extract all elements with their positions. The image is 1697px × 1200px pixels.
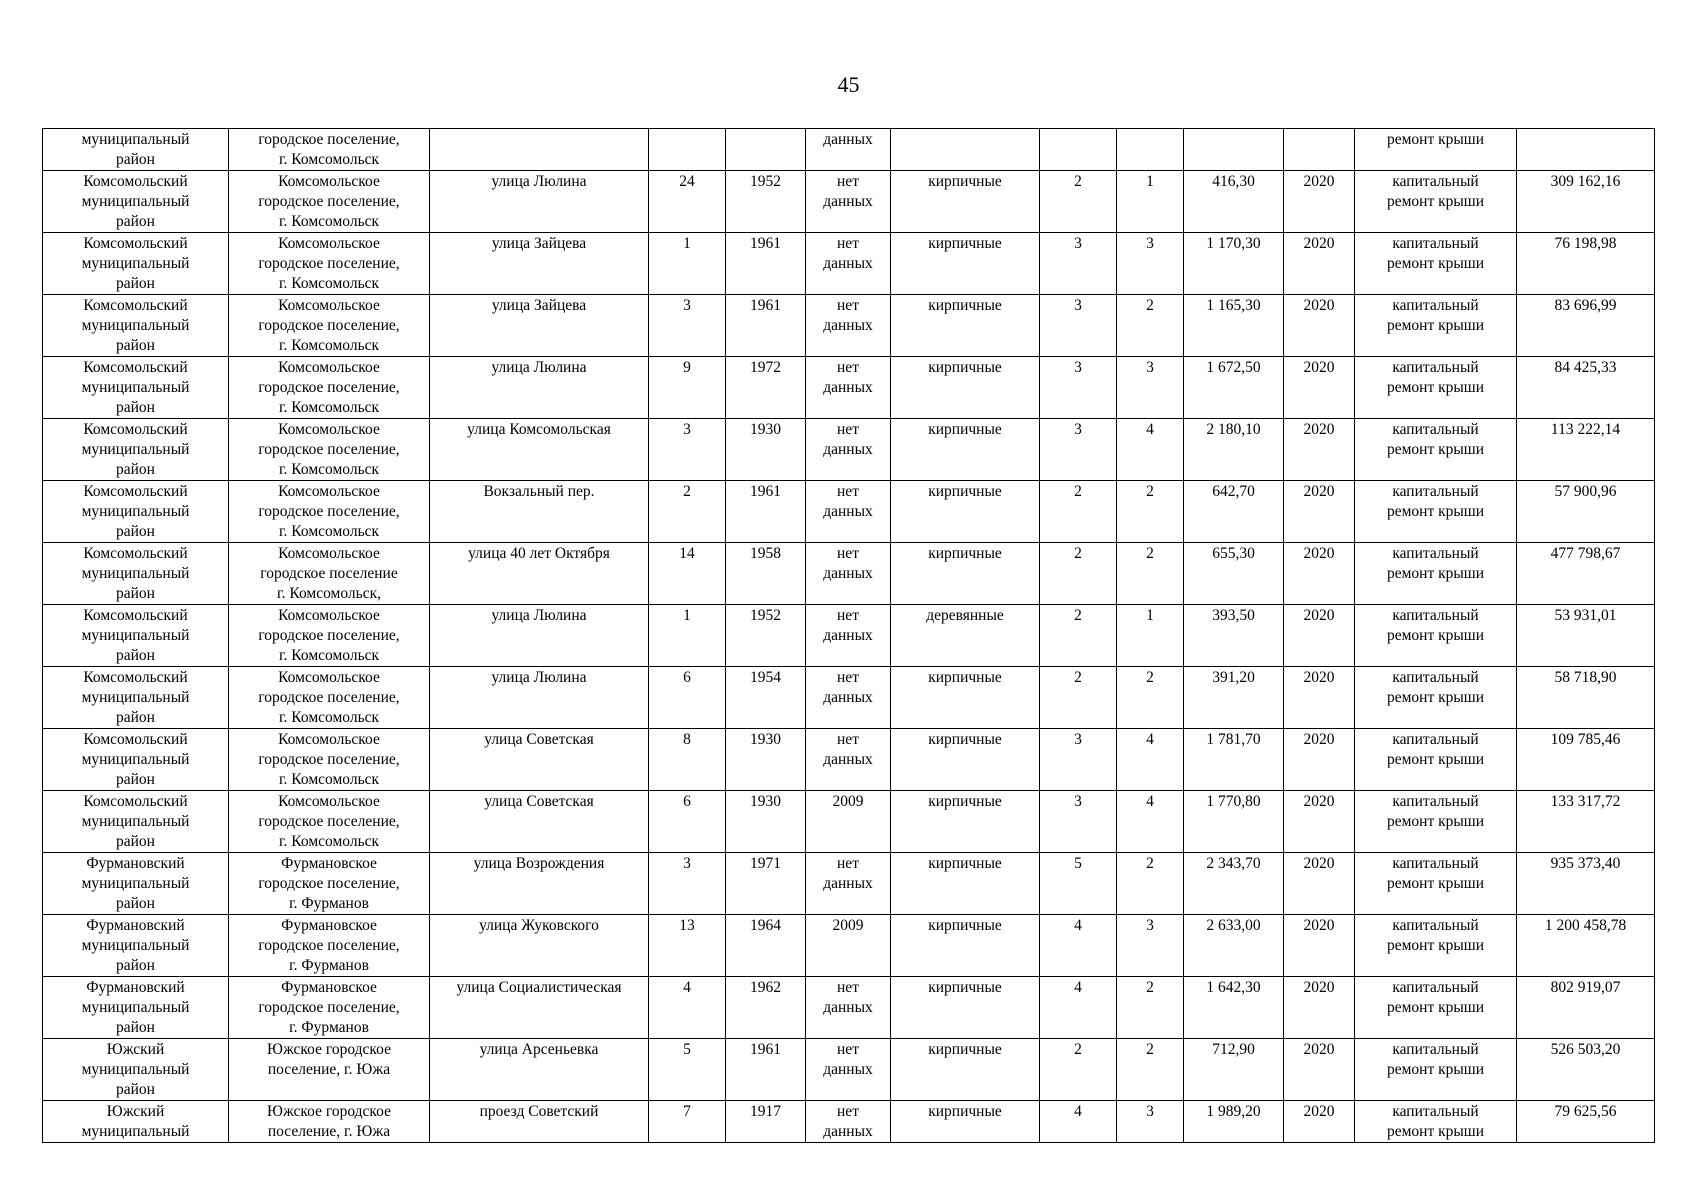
plan-year-cell: 2020: [1284, 853, 1355, 915]
floors-cell: 2: [1040, 543, 1117, 605]
cost-cell: 477 798,67: [1517, 543, 1655, 605]
plan-year-cell: 2020: [1284, 605, 1355, 667]
street-cell: улица Люлина: [430, 667, 649, 729]
cost-cell: 57 900,96: [1517, 481, 1655, 543]
district-cell: Комсомольский муниципальный район: [43, 357, 229, 419]
cost-cell: 83 696,99: [1517, 295, 1655, 357]
wall-material-cell: деревянные: [891, 605, 1040, 667]
district-cell: Комсомольский муниципальный район: [43, 419, 229, 481]
district-cell: Южский муниципальный район: [43, 1039, 229, 1101]
street-cell: улица Социалистическая: [430, 977, 649, 1039]
table-row: [43, 357, 1655, 419]
cost-cell: 1 200 458,78: [1517, 915, 1655, 977]
entrances-cell: 4: [1117, 729, 1184, 791]
plan-year-cell: 2020: [1284, 1039, 1355, 1101]
settlement-cell: Фурмановское городское поселение, г. Фурманов: [229, 853, 430, 915]
district-cell: Комсомольский муниципальный район: [43, 295, 229, 357]
plan-year-cell: 2020: [1284, 481, 1355, 543]
entrances-cell: 2: [1117, 977, 1184, 1039]
area-cell: 2 180,10: [1184, 419, 1284, 481]
floors-cell: 4: [1040, 1101, 1117, 1143]
street-cell: улица Возрождения: [430, 853, 649, 915]
plan-year-cell: 2020: [1284, 1101, 1355, 1143]
plan-year-cell: 2020: [1284, 295, 1355, 357]
table-row: [43, 791, 1655, 853]
floors-cell: 4: [1040, 915, 1117, 977]
house-number-cell: 1: [649, 233, 726, 295]
entrances-cell: 3: [1117, 1101, 1184, 1143]
settlement-cell: Комсомольское городское поселение, г. Комсомольск: [229, 295, 430, 357]
work-type-cell: капитальный ремонт крыши: [1355, 977, 1517, 1039]
build-year-cell: 1972: [726, 357, 806, 419]
area-cell: 1 770,80: [1184, 791, 1284, 853]
street-cell: улица Советская: [430, 791, 649, 853]
table-row: [43, 171, 1655, 233]
table-row: [43, 667, 1655, 729]
settlement-cell: Комсомольское городское поселение, г. Комсомольск: [229, 729, 430, 791]
build-year-cell: 1917: [726, 1101, 806, 1143]
floors-cell: 3: [1040, 295, 1117, 357]
settlement-cell: Комсомольское городское поселение, г. Комсомольск: [229, 605, 430, 667]
work-type-cell: капитальный ремонт крыши: [1355, 729, 1517, 791]
entrances-cell: 2: [1117, 295, 1184, 357]
house-number-cell: 2: [649, 481, 726, 543]
entrances-cell: 3: [1117, 357, 1184, 419]
settlement-cell: Южское городское поселение, г. Южа: [229, 1039, 430, 1101]
work-type-cell: капитальный ремонт крыши: [1355, 1101, 1517, 1143]
street-cell: проезд Советский: [430, 1101, 649, 1143]
wall-material-cell: кирпичные: [891, 543, 1040, 605]
wall-material-cell: кирпичные: [891, 853, 1040, 915]
street-cell: улица Советская: [430, 729, 649, 791]
area-cell: 391,20: [1184, 667, 1284, 729]
last-repair-cell: данных: [806, 129, 891, 171]
street-cell: улица Жуковского: [430, 915, 649, 977]
district-cell: муниципальный район: [43, 129, 229, 171]
floors-cell: 3: [1040, 233, 1117, 295]
district-cell: Комсомольский муниципальный район: [43, 667, 229, 729]
cost-cell: 526 503,20: [1517, 1039, 1655, 1101]
cost-cell: 309 162,16: [1517, 171, 1655, 233]
last-repair-cell: нет данных: [806, 295, 891, 357]
cost-cell: 935 373,40: [1517, 853, 1655, 915]
wall-material-cell: кирпичные: [891, 233, 1040, 295]
build-year-cell: 1961: [726, 233, 806, 295]
wall-material-cell: кирпичные: [891, 915, 1040, 977]
entrances-cell: 2: [1117, 1039, 1184, 1101]
work-type-cell: капитальный ремонт крыши: [1355, 295, 1517, 357]
area-cell: 712,90: [1184, 1039, 1284, 1101]
plan-year-cell: 2020: [1284, 791, 1355, 853]
house-number-cell: 1: [649, 605, 726, 667]
house-number-cell: 13: [649, 915, 726, 977]
work-type-cell: капитальный ремонт крыши: [1355, 357, 1517, 419]
house-number-cell: 7: [649, 1101, 726, 1143]
floors-cell: 3: [1040, 419, 1117, 481]
table-row: [43, 977, 1655, 1039]
wall-material-cell: кирпичные: [891, 791, 1040, 853]
district-cell: Фурмановский муниципальный район: [43, 853, 229, 915]
last-repair-cell: нет данных: [806, 233, 891, 295]
street-cell: [430, 129, 649, 171]
table-row: [43, 543, 1655, 605]
settlement-cell: Комсомольское городское поселение, г. Комсомольск: [229, 481, 430, 543]
settlement-cell: городское поселение, г. Комсомольск: [229, 129, 430, 171]
cost-cell: 802 919,07: [1517, 977, 1655, 1039]
housing-repair-table: [42, 128, 1655, 1143]
street-cell: улица Комсомольская: [430, 419, 649, 481]
wall-material-cell: кирпичные: [891, 1039, 1040, 1101]
street-cell: улица Зайцева: [430, 233, 649, 295]
district-cell: Фурмановский муниципальный район: [43, 977, 229, 1039]
area-cell: 1 165,30: [1184, 295, 1284, 357]
entrances-cell: 3: [1117, 915, 1184, 977]
wall-material-cell: кирпичные: [891, 729, 1040, 791]
plan-year-cell: 2020: [1284, 977, 1355, 1039]
wall-material-cell: кирпичные: [891, 295, 1040, 357]
house-number-cell: 3: [649, 419, 726, 481]
wall-material-cell: кирпичные: [891, 481, 1040, 543]
last-repair-cell: нет данных: [806, 481, 891, 543]
work-type-cell: капитальный ремонт крыши: [1355, 481, 1517, 543]
cost-cell: 58 718,90: [1517, 667, 1655, 729]
house-number-cell: 3: [649, 853, 726, 915]
floors-cell: 2: [1040, 171, 1117, 233]
house-number-cell: 8: [649, 729, 726, 791]
work-type-cell: ремонт крыши: [1355, 129, 1517, 171]
table-row: [43, 729, 1655, 791]
street-cell: улица Арсеньевка: [430, 1039, 649, 1101]
street-cell: улица Люлина: [430, 605, 649, 667]
last-repair-cell: нет данных: [806, 1039, 891, 1101]
area-cell: 1 642,30: [1184, 977, 1284, 1039]
cost-cell: 53 931,01: [1517, 605, 1655, 667]
wall-material-cell: кирпичные: [891, 977, 1040, 1039]
settlement-cell: Комсомольское городское поселение, г. Комсомольск: [229, 419, 430, 481]
settlement-cell: Комсомольское городское поселение, г. Комсомольск: [229, 667, 430, 729]
entrances-cell: 1: [1117, 171, 1184, 233]
last-repair-cell: нет данных: [806, 543, 891, 605]
cost-cell: [1517, 129, 1655, 171]
cost-cell: 133 317,72: [1517, 791, 1655, 853]
area-cell: 1 781,70: [1184, 729, 1284, 791]
table-row: [43, 915, 1655, 977]
district-cell: Комсомольский муниципальный район: [43, 171, 229, 233]
cost-cell: 109 785,46: [1517, 729, 1655, 791]
entrances-cell: 2: [1117, 667, 1184, 729]
floors-cell: 2: [1040, 1039, 1117, 1101]
wall-material-cell: кирпичные: [891, 357, 1040, 419]
build-year-cell: 1930: [726, 419, 806, 481]
work-type-cell: капитальный ремонт крыши: [1355, 419, 1517, 481]
work-type-cell: капитальный ремонт крыши: [1355, 667, 1517, 729]
entrances-cell: 4: [1117, 419, 1184, 481]
street-cell: улица 40 лет Октября: [430, 543, 649, 605]
area-cell: 642,70: [1184, 481, 1284, 543]
district-cell: Комсомольский муниципальный район: [43, 729, 229, 791]
entrances-cell: 2: [1117, 481, 1184, 543]
table-row: [43, 419, 1655, 481]
wall-material-cell: кирпичные: [891, 171, 1040, 233]
settlement-cell: Комсомольское городское поселение, г. Комсомольск: [229, 171, 430, 233]
street-cell: Вокзальный пер.: [430, 481, 649, 543]
district-cell: Южский муниципальный: [43, 1101, 229, 1143]
table-row: [43, 481, 1655, 543]
floors-cell: [1040, 129, 1117, 171]
plan-year-cell: 2020: [1284, 233, 1355, 295]
last-repair-cell: 2009: [806, 915, 891, 977]
last-repair-cell: нет данных: [806, 357, 891, 419]
street-cell: улица Люлина: [430, 357, 649, 419]
street-cell: улица Люлина: [430, 171, 649, 233]
table-row: [43, 233, 1655, 295]
house-number-cell: 6: [649, 791, 726, 853]
last-repair-cell: нет данных: [806, 729, 891, 791]
area-cell: 2 633,00: [1184, 915, 1284, 977]
area-cell: 655,30: [1184, 543, 1284, 605]
entrances-cell: [1117, 129, 1184, 171]
house-number-cell: 9: [649, 357, 726, 419]
build-year-cell: 1961: [726, 295, 806, 357]
table-row: [43, 853, 1655, 915]
build-year-cell: 1958: [726, 543, 806, 605]
settlement-cell: Комсомольское городское поселение, г. Комсомольск: [229, 357, 430, 419]
last-repair-cell: нет данных: [806, 977, 891, 1039]
work-type-cell: капитальный ремонт крыши: [1355, 233, 1517, 295]
table-row: [43, 605, 1655, 667]
wall-material-cell: кирпичные: [891, 667, 1040, 729]
settlement-cell: Комсомольское городское поселение, г. Комсомольск: [229, 233, 430, 295]
floors-cell: 2: [1040, 481, 1117, 543]
entrances-cell: 4: [1117, 791, 1184, 853]
cost-cell: 84 425,33: [1517, 357, 1655, 419]
entrances-cell: 2: [1117, 543, 1184, 605]
plan-year-cell: 2020: [1284, 915, 1355, 977]
work-type-cell: капитальный ремонт крыши: [1355, 853, 1517, 915]
last-repair-cell: нет данных: [806, 419, 891, 481]
area-cell: 2 343,70: [1184, 853, 1284, 915]
plan-year-cell: 2020: [1284, 419, 1355, 481]
plan-year-cell: 2020: [1284, 729, 1355, 791]
page-number: 45: [837, 72, 860, 97]
house-number-cell: 24: [649, 171, 726, 233]
build-year-cell: 1961: [726, 481, 806, 543]
build-year-cell: 1961: [726, 1039, 806, 1101]
plan-year-cell: [1284, 129, 1355, 171]
work-type-cell: капитальный ремонт крыши: [1355, 915, 1517, 977]
entrances-cell: 2: [1117, 853, 1184, 915]
settlement-cell: Комсомольское городское поселение, г. Комсомольск: [229, 791, 430, 853]
last-repair-cell: нет данных: [806, 171, 891, 233]
street-cell: улица Зайцева: [430, 295, 649, 357]
district-cell: Комсомольский муниципальный район: [43, 481, 229, 543]
wall-material-cell: кирпичные: [891, 1101, 1040, 1143]
area-cell: 416,30: [1184, 171, 1284, 233]
district-cell: Комсомольский муниципальный район: [43, 791, 229, 853]
build-year-cell: 1930: [726, 729, 806, 791]
work-type-cell: капитальный ремонт крыши: [1355, 171, 1517, 233]
area-cell: 1 989,20: [1184, 1101, 1284, 1143]
floors-cell: 3: [1040, 791, 1117, 853]
house-number-cell: [649, 129, 726, 171]
settlement-cell: Южское городское поселение, г. Южа: [229, 1101, 430, 1143]
build-year-cell: 1952: [726, 605, 806, 667]
last-repair-cell: нет данных: [806, 853, 891, 915]
build-year-cell: 1954: [726, 667, 806, 729]
table-row: [43, 1101, 1655, 1143]
house-number-cell: 3: [649, 295, 726, 357]
build-year-cell: 1952: [726, 171, 806, 233]
table-row: [43, 129, 1655, 171]
house-number-cell: 6: [649, 667, 726, 729]
table-row: [43, 1039, 1655, 1101]
last-repair-cell: нет данных: [806, 605, 891, 667]
last-repair-cell: 2009: [806, 791, 891, 853]
entrances-cell: 3: [1117, 233, 1184, 295]
floors-cell: 2: [1040, 605, 1117, 667]
work-type-cell: капитальный ремонт крыши: [1355, 1039, 1517, 1101]
build-year-cell: 1962: [726, 977, 806, 1039]
area-cell: [1184, 129, 1284, 171]
house-number-cell: 4: [649, 977, 726, 1039]
district-cell: Комсомольский муниципальный район: [43, 543, 229, 605]
floors-cell: 3: [1040, 357, 1117, 419]
cost-cell: 113 222,14: [1517, 419, 1655, 481]
build-year-cell: 1971: [726, 853, 806, 915]
build-year-cell: [726, 129, 806, 171]
build-year-cell: 1964: [726, 915, 806, 977]
last-repair-cell: нет данных: [806, 667, 891, 729]
floors-cell: 5: [1040, 853, 1117, 915]
table-row: [43, 295, 1655, 357]
house-number-cell: 5: [649, 1039, 726, 1101]
entrances-cell: 1: [1117, 605, 1184, 667]
district-cell: Комсомольский муниципальный район: [43, 605, 229, 667]
area-cell: 393,50: [1184, 605, 1284, 667]
floors-cell: 2: [1040, 667, 1117, 729]
house-number-cell: 14: [649, 543, 726, 605]
plan-year-cell: 2020: [1284, 543, 1355, 605]
work-type-cell: капитальный ремонт крыши: [1355, 791, 1517, 853]
area-cell: 1 672,50: [1184, 357, 1284, 419]
district-cell: Фурмановский муниципальный район: [43, 915, 229, 977]
plan-year-cell: 2020: [1284, 357, 1355, 419]
district-cell: Комсомольский муниципальный район: [43, 233, 229, 295]
settlement-cell: Комсомольское городское поселение г. Комсомольск,: [229, 543, 430, 605]
work-type-cell: капитальный ремонт крыши: [1355, 605, 1517, 667]
plan-year-cell: 2020: [1284, 667, 1355, 729]
area-cell: 1 170,30: [1184, 233, 1284, 295]
wall-material-cell: [891, 129, 1040, 171]
floors-cell: 3: [1040, 729, 1117, 791]
settlement-cell: Фурмановское городское поселение, г. Фурманов: [229, 977, 430, 1039]
wall-material-cell: кирпичные: [891, 419, 1040, 481]
build-year-cell: 1930: [726, 791, 806, 853]
settlement-cell: Фурмановское городское поселение, г. Фурманов: [229, 915, 430, 977]
cost-cell: 76 198,98: [1517, 233, 1655, 295]
plan-year-cell: 2020: [1284, 171, 1355, 233]
work-type-cell: капитальный ремонт крыши: [1355, 543, 1517, 605]
last-repair-cell: нет данных: [806, 1101, 891, 1143]
table-body: [43, 129, 1655, 1143]
cost-cell: 79 625,56: [1517, 1101, 1655, 1143]
floors-cell: 4: [1040, 977, 1117, 1039]
